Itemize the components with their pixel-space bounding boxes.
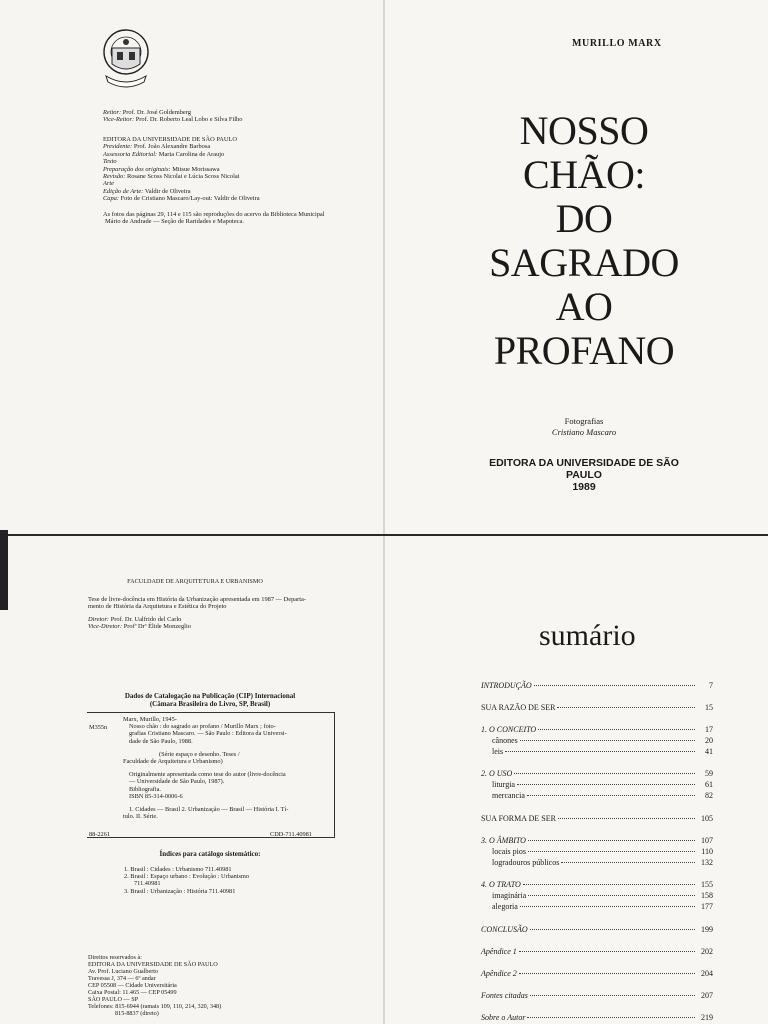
catalog-line: 1. Cidades — Brasil 2. Urbanização — Brasil — História I. Tí-	[129, 806, 289, 814]
catalog-line: — Universidade de São Paulo, 1987).	[129, 778, 225, 786]
cip-heading: Dados de Catalogação na Publicação (CIP) Internacional	[124, 692, 296, 700]
toc-entry-label: 3. O ÂMBITO	[481, 836, 526, 845]
toc-entry-page: 199	[701, 925, 713, 934]
index-line: 711.40981	[134, 880, 161, 888]
toc-entry-label: mercancia	[492, 791, 525, 800]
diretor-line: Diretor: Prof. Dr. Ualfrido del Carlo	[88, 616, 182, 623]
toc-entry-page: 132	[701, 858, 713, 867]
toc-entry	[481, 768, 713, 779]
toc-leader-dots	[505, 751, 695, 752]
toc-entry	[492, 890, 713, 901]
toc-entry	[492, 857, 713, 868]
title-line-3: DO	[555, 196, 613, 241]
vertical-page-divider	[383, 0, 385, 1024]
toc-leader-dots	[523, 884, 695, 885]
editora-name: EDITORA DA UNIVERSIDADE DE SÃO PAULO	[103, 136, 238, 143]
toc-entry-page: 107	[701, 836, 713, 845]
vice-reitor-line: Vice-Reitor: Prof. Dr. Roberto Leal Lobo e Silva Filho	[103, 116, 243, 124]
toc-entry	[492, 846, 713, 857]
author-name: MURILLO MARX	[572, 38, 662, 49]
toc-entry	[481, 946, 713, 957]
toc-entry-page: 17	[705, 725, 713, 734]
toc-entry	[481, 1012, 713, 1023]
toc-entry-label: alegoria	[492, 902, 518, 911]
toc-entry-label: Apêndice 2	[481, 969, 517, 978]
thesis-note-line-2: mento de História da Arquitetura e Estética do Projeto	[88, 603, 227, 611]
rights-line: Travessa J, 374 — 6º andar	[88, 975, 156, 982]
toc-entry	[492, 779, 713, 790]
toc-entry	[481, 968, 713, 979]
rights-line: Telefones: 815-6944 (ramais 109, 110, 214, 320, 348)	[88, 1003, 222, 1010]
rights-line: Av. Prof. Luciano Gualberto	[88, 968, 159, 975]
preparacao-line: Preparação dos originais: Mitsue Morissawa	[103, 165, 220, 173]
catalog-line: Originalmente apresentada como tese do autor (livre-docência	[129, 771, 286, 779]
toc-leader-dots	[527, 1017, 695, 1018]
university-seal-icon	[100, 28, 152, 94]
toc-leader-dots	[519, 973, 695, 974]
toc-entry	[481, 879, 713, 890]
toc-entry-page: 177	[701, 902, 713, 911]
catalog-line: Nosso chão : do sagrado ao profano / Murillo Marx ; foto-	[129, 723, 276, 731]
toc-leader-dots	[527, 795, 695, 796]
toc-entry-label: imaginária	[492, 891, 527, 900]
toc-entry-page: 158	[701, 891, 713, 900]
toc-leader-dots	[530, 929, 695, 930]
catalog-entry	[123, 716, 335, 820]
catalog-line: dade de São Paulo, 1988.	[129, 737, 193, 745]
rights-line: EDITORA DA UNIVERSIDADE DE SÃO PAULO	[88, 961, 218, 968]
index-line: 1. Brasil : Cidades : Urbanismo 711.40981	[124, 866, 232, 873]
toc-entry-page: 15	[705, 703, 713, 712]
toc-entry-label: locais pios	[492, 847, 526, 856]
title-line-5: AO	[555, 284, 613, 329]
thesis-note-line-1: Tese de livre-docência em História da Urbanização apresentada em 1987 — Departa-	[88, 596, 306, 603]
photos-note-line-2: Mário de Andrade — Seção de Raridades e Mapoteca.	[105, 218, 244, 226]
toc-entry-label: 2. O USO	[481, 769, 513, 778]
card-top-rule	[87, 712, 334, 713]
rights-line: 815-8837 (direto)	[115, 1010, 159, 1017]
toc-leader-dots	[561, 862, 695, 863]
toc-entry	[481, 924, 713, 935]
assessoria-line: Assessoria Editorial: Maria Carolina de Araujo	[103, 150, 225, 158]
cip-subheading: (Câmara Brasileira do Livro, SP, Brasil)	[149, 700, 271, 708]
toc-leader-dots	[538, 729, 695, 730]
catalog-line: (Série espaço e desenho. Teses /	[159, 750, 240, 758]
toc-entry	[481, 702, 713, 713]
edicao-line: Edição de Arte: Valdir de Oliveira	[103, 187, 191, 195]
catalog-line: tulo. II. Série.	[123, 813, 158, 821]
rights-line: Direitos reservados à:	[88, 954, 142, 961]
catalog-line: Faculdade de Arquitetura e Urbanismo)	[123, 758, 223, 766]
toc-entry-page: 61	[705, 780, 713, 789]
catalog-line: Bibliografia.	[129, 785, 162, 793]
toc-entry-page: 105	[701, 814, 713, 823]
toc-leader-dots	[519, 951, 695, 952]
toc-entry-label: 4. O TRATO	[481, 880, 521, 889]
toc-entry	[481, 990, 713, 1001]
toc-entry-label: Apêndice 1	[481, 947, 517, 956]
cover-page	[384, 0, 768, 535]
reitor-line: Reitor: Prof. Dr. José Goldemberg	[103, 109, 191, 116]
publisher-name: EDITORA DA UNIVERSIDADE DE SÃO PAULO	[489, 457, 679, 481]
credits-page	[0, 0, 384, 535]
toc-entry-page: 204	[701, 969, 713, 978]
cdd-number: CDD-711.40981	[270, 831, 312, 838]
publication-year: 1989	[572, 481, 596, 493]
toc-leader-dots	[520, 740, 695, 741]
title-line-1: NOSSO	[519, 108, 649, 153]
title-line-2: CHÃO:	[523, 152, 645, 197]
call-number: M355n	[89, 724, 108, 731]
toc-entry	[481, 813, 713, 824]
toc-entry-label: cânones	[492, 736, 518, 745]
toc-entry-label: leis	[492, 747, 504, 756]
scan-edge-mark	[0, 530, 8, 610]
toc-leader-dots	[528, 840, 695, 841]
rights-line: Caixa Postal: 11.465 — CEP 05499	[88, 989, 177, 996]
toc-entry-page: 110	[701, 847, 713, 856]
toc-entry-page: 202	[701, 947, 713, 956]
toc-entry-page: 7	[709, 681, 713, 690]
toc-entry-label: Fontes citadas	[481, 991, 528, 1000]
toc-entry-label: CONCLUSÃO	[481, 925, 528, 934]
toc-leader-dots	[520, 906, 695, 907]
toc-entry-label: logradouros públicos	[492, 858, 560, 867]
presidente-line: Presidente: Prof. João Alexandre Barbosa	[103, 143, 211, 151]
toc-leader-dots	[528, 851, 695, 852]
faculty-name: FACULDADE DE ARQUITETURA E URBANISMO	[127, 578, 263, 585]
rights-line: CEP 05508 — Cidade Universitária	[88, 982, 177, 989]
catalog-line: ISBN 85-314-0006-6	[129, 792, 183, 800]
texto-label: Texto	[103, 158, 117, 166]
photographer-name: Cristiano Mascaro	[551, 427, 617, 437]
toc-entry-page: 82	[705, 791, 713, 800]
toc-entry-label: liturgia	[492, 780, 515, 789]
toc-entry-label: SUA FORMA DE SER	[481, 814, 556, 823]
toc-entry-page: 219	[701, 1013, 713, 1022]
toc-entry	[492, 790, 713, 801]
toc-leader-dots	[530, 995, 695, 996]
index-heading: Índices para catálogo sistemático:	[159, 850, 261, 858]
title-line-6: PROFANO	[493, 328, 675, 373]
toc-leader-dots	[534, 685, 695, 686]
capa-line: Capa: Foto de Cristiano Mascaro/Lay-out: Valdir de Oliveira	[103, 195, 260, 203]
catalog-line: Marx, Murillo, 1945-	[123, 716, 177, 723]
toc-entry-label: 1. O CONCEITO	[481, 725, 537, 734]
photos-label: Fotografias	[564, 416, 604, 426]
toc-entry	[481, 724, 713, 735]
toc-leader-dots	[528, 895, 695, 896]
catalog-line: grafias Cristiano Mascaro. — São Paulo : Editora da Universi-	[129, 730, 287, 738]
toc-entry	[481, 680, 713, 691]
vice-diretor-line: Vice-Diretor: Profª Drª Élide Monzeglio	[88, 623, 191, 631]
toc-entry-label: SUA RAZÃO DE SER	[481, 703, 556, 712]
toc-leader-dots	[558, 818, 695, 819]
horizontal-page-divider	[0, 534, 768, 536]
card-id: 88-2261	[89, 831, 110, 838]
cataloging-page	[0, 535, 384, 1024]
revisao-line: Revisão: Rosane Scoss Nicolai e Lúcia Scoss Nicolai	[103, 173, 240, 181]
toc-entry-page: 155	[701, 880, 713, 889]
toc-leader-dots	[557, 707, 695, 708]
toc-entry	[492, 901, 713, 912]
toc-entry-page: 207	[701, 991, 713, 1000]
toc-entry	[492, 735, 713, 746]
arte-label: Arte	[103, 180, 115, 188]
rights-block	[88, 954, 348, 1017]
toc-entry	[481, 835, 713, 846]
photos-note-line-1: As fotos das páginas 29, 114 e 115 são reproduções do acervo da Biblioteca Municipal	[103, 211, 325, 218]
toc-entry-page: 41	[705, 747, 713, 756]
index-line: 2. Brasil : Espaço urbano : Evolução : Urbanismo	[124, 873, 250, 881]
rights-line: SÃO PAULO — SP	[88, 996, 139, 1003]
toc-entry	[492, 746, 713, 757]
toc-title: sumário	[539, 619, 636, 652]
toc-entry-page: 20	[705, 736, 713, 745]
title-line-4: SAGRADO	[489, 240, 679, 285]
toc-entry-page: 59	[705, 769, 713, 778]
toc-entry-label: INTRODUÇÃO	[481, 681, 532, 690]
toc-leader-dots	[514, 773, 695, 774]
toc-page	[384, 535, 768, 1024]
toc-leader-dots	[517, 784, 695, 785]
index-line: 3. Brasil : Urbanização : História 711.40981	[124, 887, 236, 895]
toc-entry-label: Sobre o Autor	[481, 1013, 526, 1022]
